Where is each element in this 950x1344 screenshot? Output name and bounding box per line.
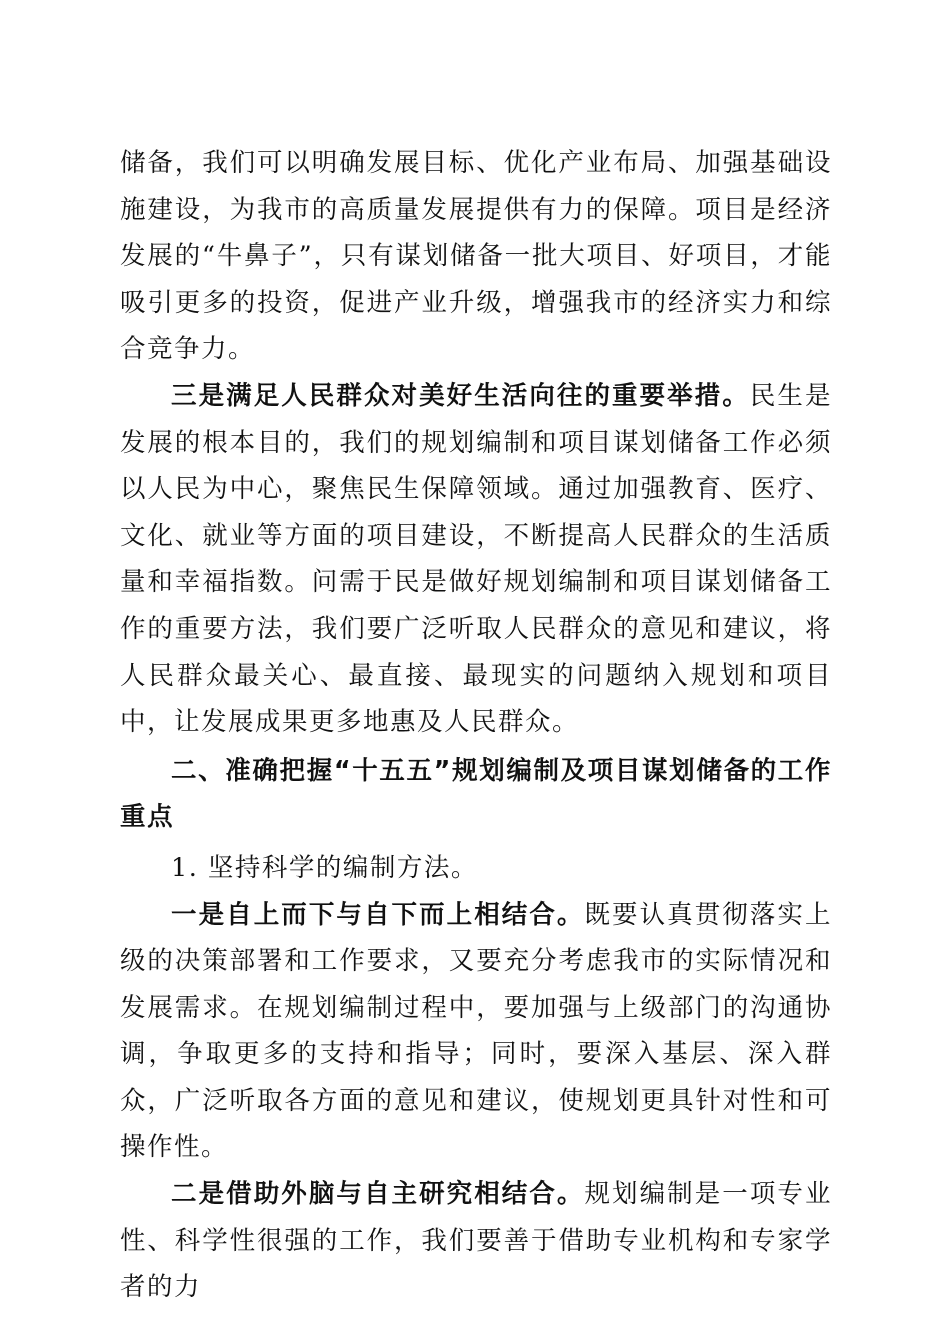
paragraph-top-down — [120, 892, 832, 1172]
paragraph-text: 1. 坚持科学的编制方法。 — [171, 852, 478, 883]
paragraph-text: 既要认真贯彻落实上级的决策部署和工作要求，又要充分考虑我市的实际情况和发展需求。在规划编制过程中，要加强与上级部门的沟通协调，争取更多的支持和指导；同时，要深入基层、深入群众，广泛听取各方面的意见和建议，使规划更具针对性和可操作性。 — [120, 899, 832, 1163]
paragraph-text: 规划编制是一项专业性、科学性很强的工作，我们要善于借助专业机构和专家学者的力 — [120, 1179, 832, 1303]
section-heading: 二、准确把握“十五五”规划编制及项目谋划储备的工作重点 — [120, 755, 832, 833]
document-page — [120, 140, 832, 1311]
paragraph-continuation — [120, 140, 832, 373]
subsection-title — [120, 845, 832, 892]
paragraph-livelihood — [120, 373, 832, 746]
paragraph-text: 储备，我们可以明确发展目标、优化产业布局、加强基础设施建设，为我市的高质量发展提供有力的保障。项目是经济发展的“牛鼻子”，只有谋划储备一批大项目、好项目，才能吸引更多的投资，促进产业升级，增强我市的经济实力和综合竞争力。 — [120, 148, 832, 365]
paragraph-lead: 三是满足人民群众对美好生活向往的重要举措。 — [171, 380, 750, 411]
paragraph-lead: 二是借助外脑与自主研究相结合。 — [171, 1179, 585, 1210]
paragraph-lead: 一是自上而下与自下而上相结合。 — [171, 899, 585, 930]
paragraph-text: 民生是发展的根本目的，我们的规划编制和项目谋划储备工作必须以人民为中心，聚焦民生保障领域。通过加强教育、医疗、文化、就业等方面的项目建设，不断提高人民群众的生活质量和幸福指数。问需于民是做好规划编制和项目谋划储备工作的重要方法，我们要广泛听取人民群众的意见和建议，将人民群众最关心、最直接、最现实的问题纳入规划和项目中，让发展成果更多地惠及人民群众。 — [120, 380, 832, 738]
paragraph-external-brain — [120, 1171, 832, 1311]
